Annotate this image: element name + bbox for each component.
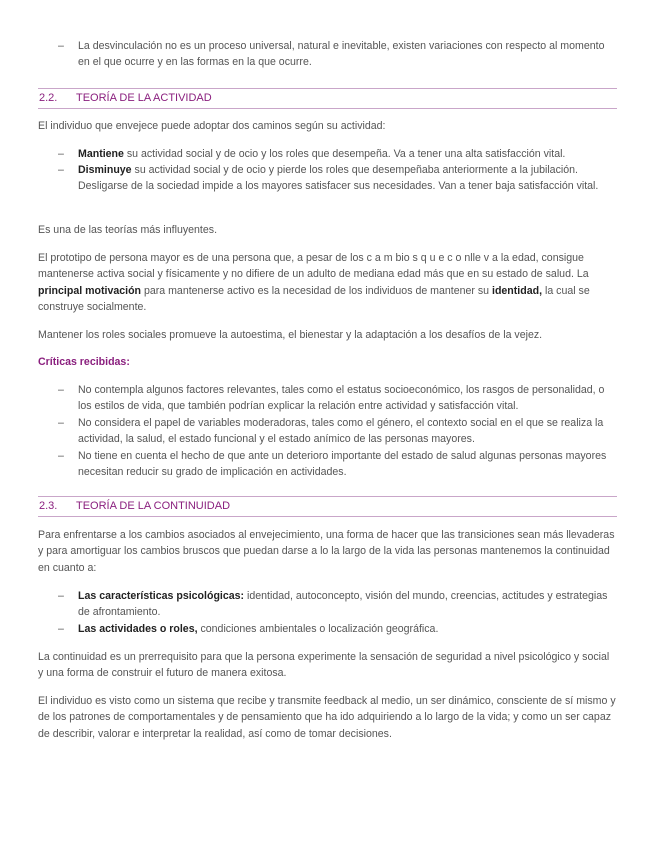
paragraph: La continuidad es un prerrequisito para que la persona experimente la sensación de seguridad a nivel psicológico y social y una forma de construir el futuro de manera exitosa. bbox=[38, 651, 610, 680]
bullet-dash: – bbox=[58, 384, 64, 396]
bullet-term: Disminuye bbox=[78, 164, 132, 176]
intro-bullet: La desvinculación no es un proceso universal, natural e inevitable, existen variaciones con respecto al momento en el que ocurre y en las formas en la que ocurre. bbox=[78, 40, 605, 69]
bullet-text: identidad, autoconcepto, visión del mundo, creencias, actitudes y estrategias de afrontamiento. bbox=[78, 590, 608, 619]
section-title: TEORÍA DE LA ACTIVIDAD bbox=[76, 92, 212, 104]
paragraph: Para enfrentarse a los cambios asociados al envejecimiento, una forma de hacer que las transiciones sean más llevaderas y para amortiguar los cambios bruscos que puedan darse a lo la largo de la vida las personas mantenemos la continuidad en cuanto a: bbox=[38, 529, 615, 574]
bullet-text: su actividad social y de ocio y pierde los roles que desempeñaba anteriormente a la jubilación. Desligarse de la sociedad impide a los mayores satisfacer sus necesidades. Van a tener baja satisfacción vital. bbox=[78, 164, 599, 193]
list-item: No tiene en cuenta el hecho de que ante un deterioro importante del estado de salud algunas personas mayores necesitan reducir su grado de implicación en actividades. bbox=[78, 450, 607, 479]
list-item bbox=[78, 621, 617, 637]
emphasis-term: principal motivación bbox=[38, 284, 142, 297]
paragraph: El individuo que envejece puede adoptar dos caminos según su actividad: bbox=[38, 120, 386, 132]
section-heading-2-3 bbox=[38, 496, 617, 517]
emphasis-term: identidad, bbox=[492, 284, 543, 297]
bullet-term: Las características psicológicas: bbox=[78, 590, 245, 602]
bullet-dash: – bbox=[58, 148, 64, 160]
bullet-dash: – bbox=[58, 40, 64, 52]
bullet-dash: – bbox=[58, 450, 64, 462]
bullet-dash: – bbox=[58, 590, 64, 602]
list-item: No contempla algunos factores relevantes, tales como el estatus socioeconómico, los rasgos de personalidad, o los estilos de vida, que también podrían explicar la relación entre actividad y satisfacción vital. bbox=[78, 384, 605, 413]
list-item bbox=[78, 146, 617, 162]
bullet-term: Mantiene bbox=[78, 148, 124, 160]
section-heading-2-2 bbox=[38, 88, 617, 109]
paragraph: El individuo es visto como un sistema que recibe y transmite feedback al medio, un ser dinámico, consciente de sí mismo y de los patrones de comportamentales y de pensamiento que ha ido adquiriendo a lo largo de la vida; y como un ser capaz de describir, valorar e interpretar la realidad, así como de tomar decisiones. bbox=[38, 695, 616, 740]
bullet-dash: – bbox=[58, 417, 64, 429]
section-number: 2.2. bbox=[39, 92, 58, 104]
bullet-dash: – bbox=[58, 623, 64, 635]
section-number: 2.3. bbox=[39, 500, 58, 512]
list-item: No considera el papel de variables moderadoras, tales como el género, el contexto social en el que se realiza la actividad, la salud, el estado funcional y el estado anímico de las personas mayores. bbox=[78, 417, 604, 446]
list-item bbox=[78, 588, 617, 621]
bullet-term: Las actividades o roles, bbox=[78, 623, 198, 635]
bullet-text: condiciones ambientales o localización geográfica. bbox=[197, 623, 439, 635]
text-run: El prototipo de persona mayor es de una persona que, a pesar de los c a m bio s q u e c o nlle v a la edad, consigue mantenerse activa social y físicamente y no difiere de un adulto de mediana edad más que en su estado de salud. La bbox=[38, 252, 589, 281]
section-title: TEORÍA DE LA CONTINUIDAD bbox=[76, 500, 231, 512]
text-run: la cual se construye socialmente. bbox=[38, 284, 590, 314]
paragraph: Mantener los roles sociales promueve la autoestima, el bienestar y la adaptación a los desafíos de la vejez. bbox=[38, 329, 543, 341]
criticas-heading: Críticas recibidas: bbox=[38, 356, 130, 368]
text-run: para mantenerse activo es la necesidad de los individuos de mantener su bbox=[141, 284, 492, 297]
bullet-dash: – bbox=[58, 164, 64, 176]
paragraph: Es una de las teorías más influyentes. bbox=[38, 224, 218, 236]
bullet-text: su actividad social y de ocio y los roles que desempeña. Va a tener una alta satisfacción vital. bbox=[123, 148, 566, 160]
paragraph bbox=[38, 250, 617, 316]
list-item bbox=[78, 162, 617, 195]
